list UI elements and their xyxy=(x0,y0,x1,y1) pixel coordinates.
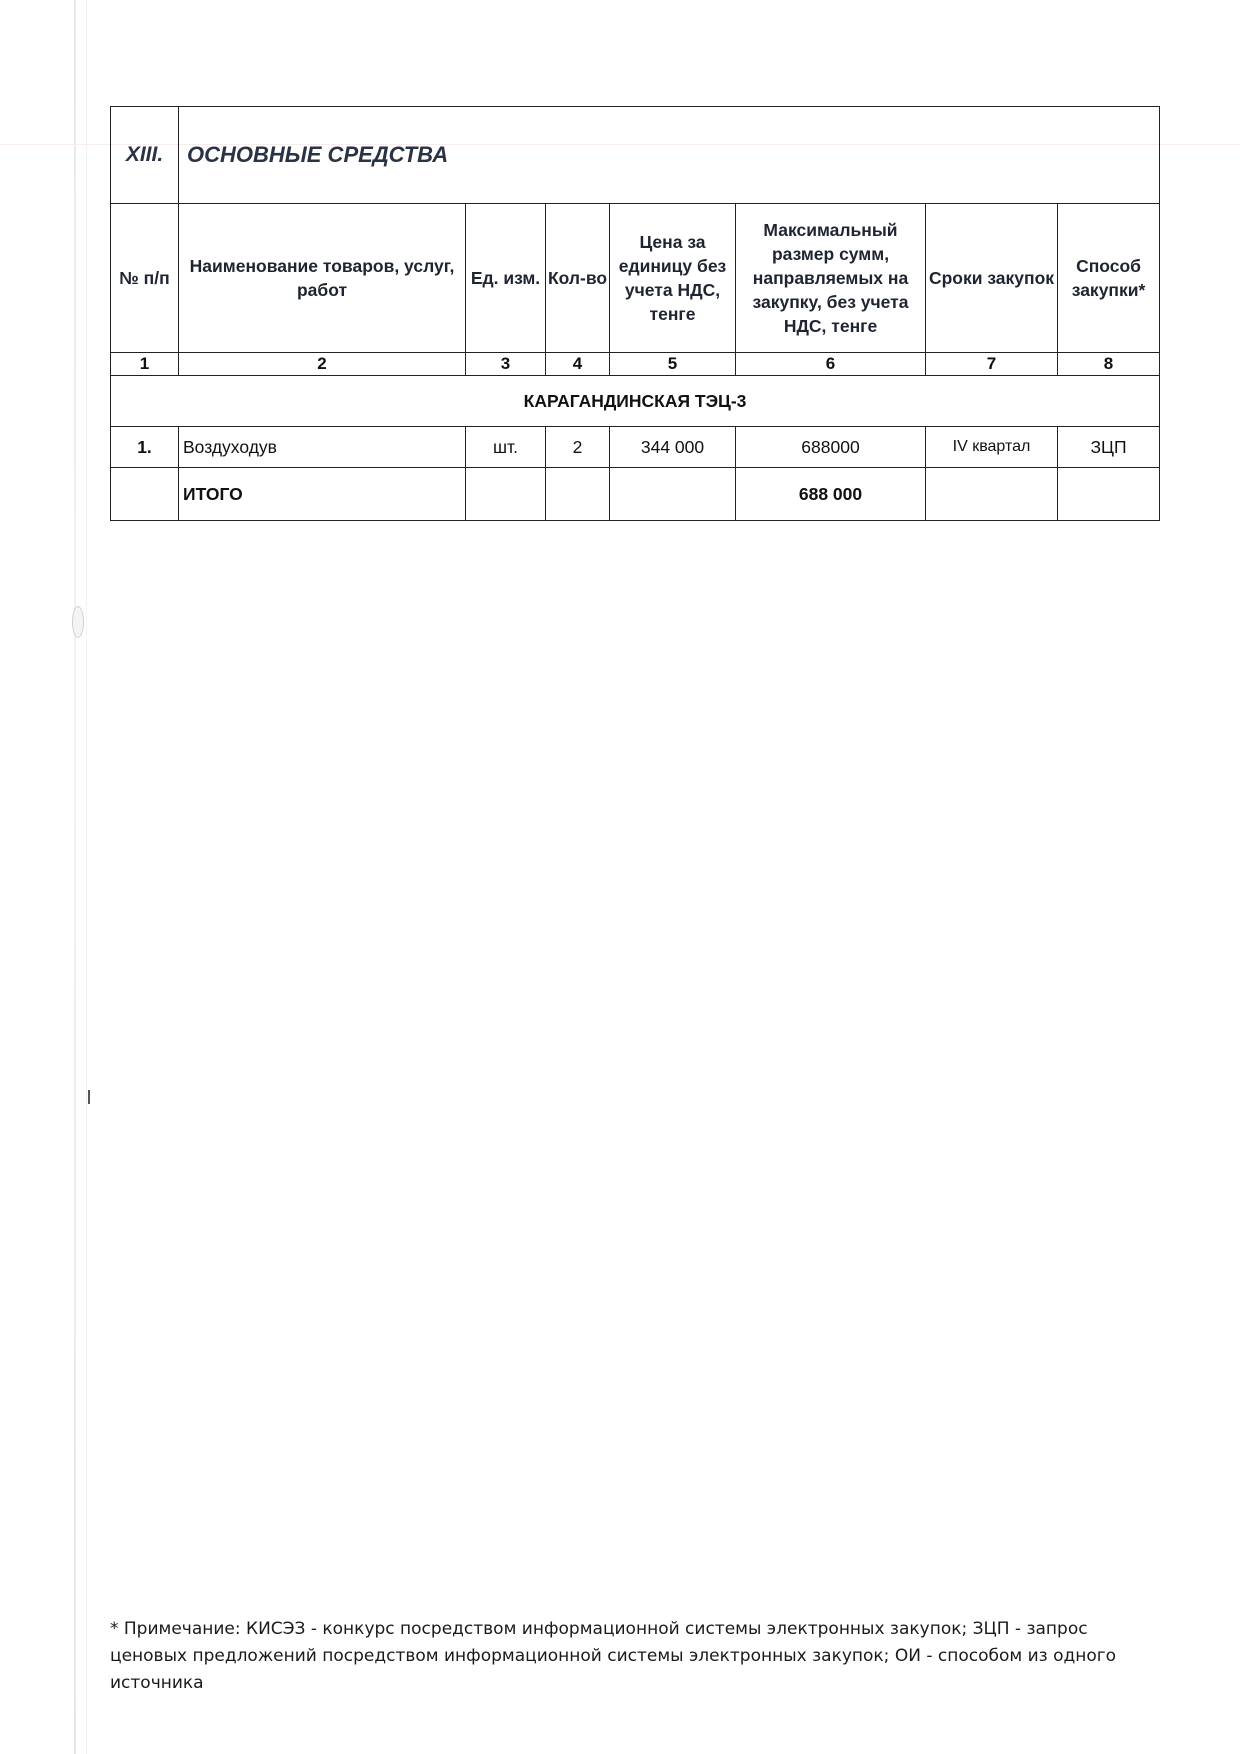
column-number: 1 xyxy=(111,353,179,376)
column-header-no: № п/п xyxy=(111,204,179,353)
punch-hole-mark xyxy=(72,606,84,638)
row-number: 1. xyxy=(111,427,179,468)
total-empty-cell xyxy=(1058,468,1160,521)
footnote: * Примечание: КИСЭЗ - конкурс посредством информационной системы электронных закупок; ЗЦП - запрос ценовых предложений посредством информационной системы электронных закупок; ОИ - способом из одного источника xyxy=(110,1619,1117,1693)
section-number: XIII. xyxy=(111,107,179,204)
group-row xyxy=(111,376,1160,427)
scan-edge xyxy=(74,0,76,1754)
total-empty-cell xyxy=(111,468,179,521)
item-price: 344 000 xyxy=(610,427,736,468)
item-method: ЗЦП xyxy=(1058,427,1160,468)
column-header-qty: Кол-во xyxy=(546,204,610,353)
item-max-sum: 688000 xyxy=(736,427,926,468)
column-number-row xyxy=(111,353,1160,376)
scan-edge-inner xyxy=(86,0,87,1754)
column-number: 7 xyxy=(926,353,1058,376)
item-period: IV квартал xyxy=(926,427,1058,468)
column-header-unit: Ед. изм. xyxy=(466,204,546,353)
total-row xyxy=(111,468,1160,521)
section-header-row xyxy=(111,107,1160,204)
total-empty-cell xyxy=(546,468,610,521)
item-qty: 2 xyxy=(546,427,610,468)
column-header-name: Наименование товаров, услуг, работ xyxy=(179,204,466,353)
column-number: 8 xyxy=(1058,353,1160,376)
total-empty-cell xyxy=(466,468,546,521)
column-number: 3 xyxy=(466,353,546,376)
item-unit: шт. xyxy=(466,427,546,468)
item-name: Воздуходув xyxy=(179,427,466,468)
column-header-max-sum: Максимальный размер сумм, направляемых на закупку, без учета НДС, тенге xyxy=(736,204,926,353)
total-empty-cell xyxy=(926,468,1058,521)
column-number: 2 xyxy=(179,353,466,376)
procurement-table xyxy=(110,106,1160,521)
section-title: ОСНОВНЫЕ СРЕДСТВА xyxy=(179,107,1160,204)
column-header-period: Сроки закупок xyxy=(926,204,1058,353)
column-number: 4 xyxy=(546,353,610,376)
column-number: 5 xyxy=(610,353,736,376)
column-header-method: Способ закупки* xyxy=(1058,204,1160,353)
margin-tick-mark xyxy=(88,1090,90,1104)
column-number: 6 xyxy=(736,353,926,376)
column-header-row xyxy=(111,204,1160,353)
column-header-price: Цена за единицу без учета НДС, тенге xyxy=(610,204,736,353)
total-label: ИТОГО xyxy=(179,468,466,521)
table-row xyxy=(111,427,1160,468)
total-empty-cell xyxy=(610,468,736,521)
group-title: КАРАГАНДИНСКАЯ ТЭЦ-3 xyxy=(111,376,1160,427)
total-sum: 688 000 xyxy=(736,468,926,521)
